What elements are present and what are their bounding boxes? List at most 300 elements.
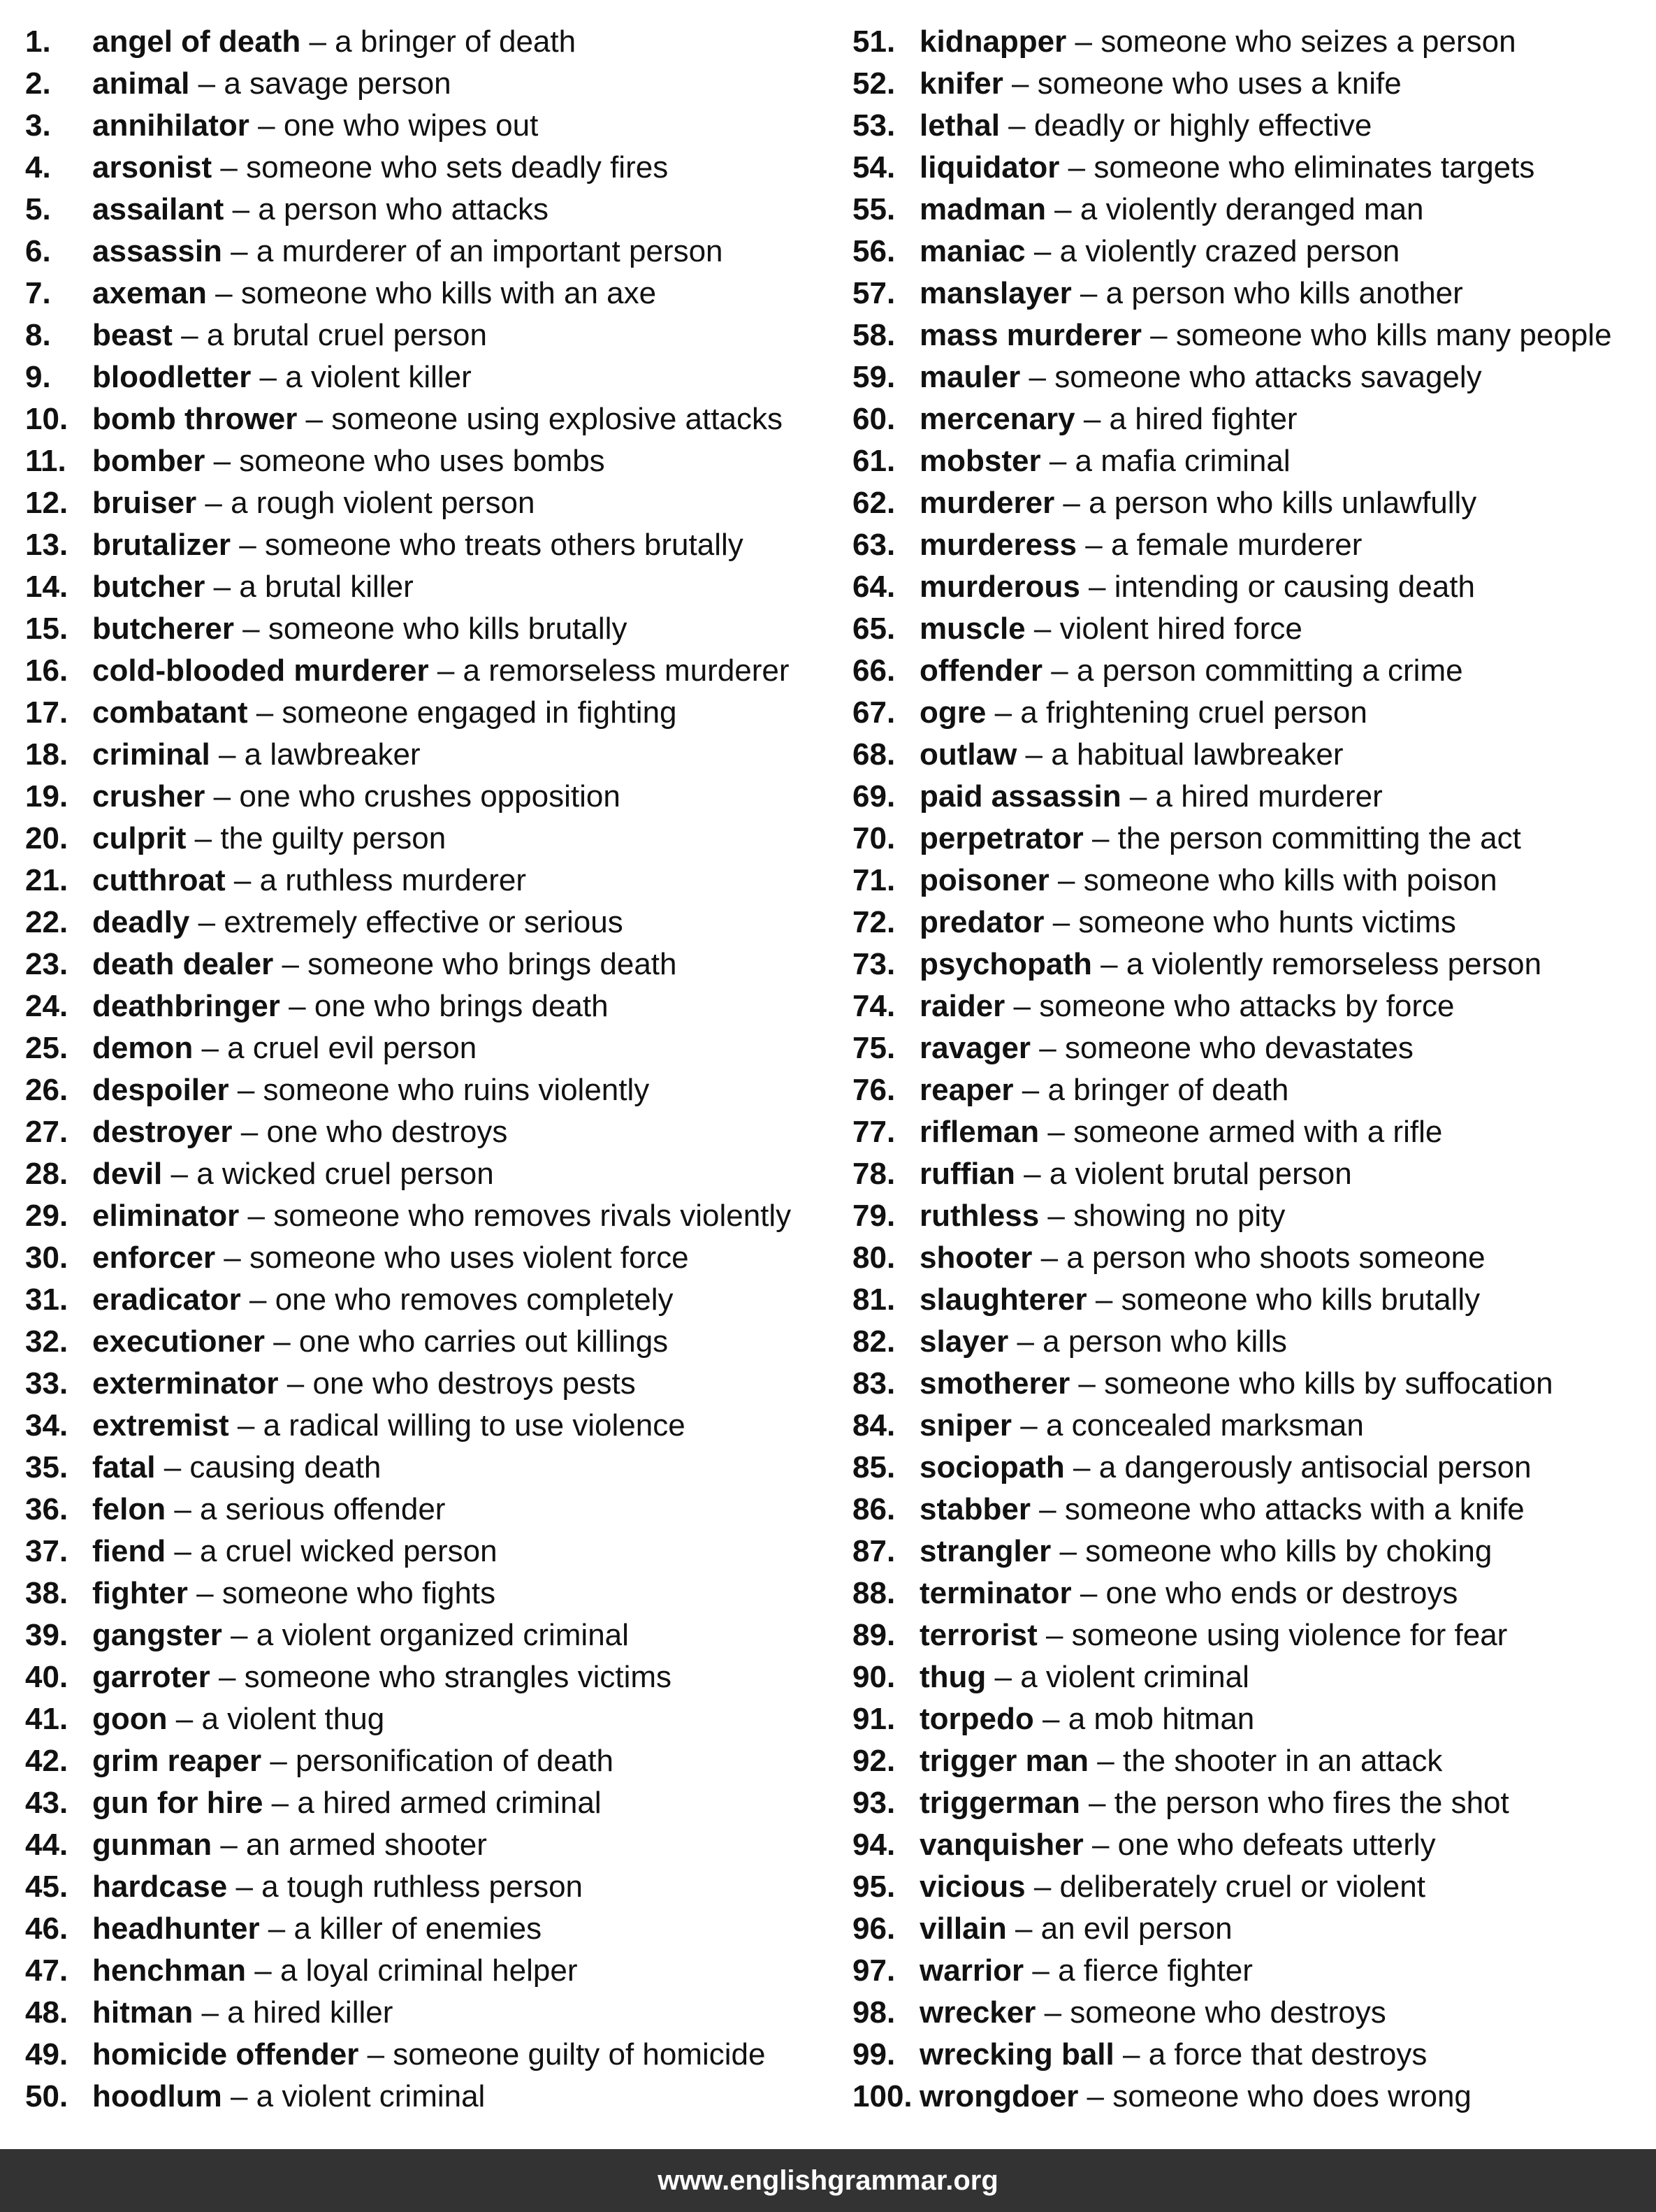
entry-number: 32. xyxy=(25,1324,68,1359)
entry-separator: – xyxy=(1045,192,1080,226)
entry-term: vicious xyxy=(920,1870,1026,1904)
entry-definition: someone who removes rivals violently xyxy=(273,1199,792,1233)
entry-definition: deadly or highly effective xyxy=(1033,108,1372,143)
entry-separator: – xyxy=(1070,1366,1105,1401)
entry-term: lethal xyxy=(920,108,1000,143)
entry-separator: – xyxy=(155,1450,190,1484)
entry-term: ogre xyxy=(920,695,987,730)
entry-number: 36. xyxy=(25,1492,68,1526)
entry-number: 86. xyxy=(852,1492,896,1526)
list-item xyxy=(852,482,1656,524)
entry-term: gun for hire xyxy=(92,1786,263,1820)
entry-separator: – xyxy=(986,1660,1021,1694)
entry-number: 20. xyxy=(25,821,68,855)
entry-number: 85. xyxy=(852,1450,896,1484)
list-item xyxy=(852,1824,1656,1866)
entry-term: muscle xyxy=(920,612,1026,646)
entry-term: grim reaper xyxy=(92,1744,262,1778)
entry-term: angel of death xyxy=(92,24,301,59)
entry-number: 93. xyxy=(852,1786,896,1820)
entry-separator: – xyxy=(1020,360,1055,394)
entry-separator: – xyxy=(1077,528,1111,562)
entry-definition: a person who shoots someone xyxy=(1066,1241,1486,1275)
entry-separator: – xyxy=(231,528,265,562)
list-item xyxy=(852,398,1656,440)
entry-number: 92. xyxy=(852,1744,896,1778)
entry-separator: – xyxy=(1006,1911,1041,1946)
list-item xyxy=(852,231,1656,273)
list-item xyxy=(25,1069,829,1111)
entry-number: 2. xyxy=(25,66,51,101)
entry-term: strangler xyxy=(920,1534,1052,1568)
entry-separator: – xyxy=(273,947,308,981)
entry-term: sociopath xyxy=(920,1450,1065,1484)
entry-separator: – xyxy=(1030,1492,1065,1526)
entry-number: 90. xyxy=(852,1660,896,1694)
entry-definition: a dangerously antisocial person xyxy=(1098,1450,1532,1484)
entry-separator: – xyxy=(166,1534,201,1568)
entry-number: 25. xyxy=(25,1031,68,1065)
entry-number: 3. xyxy=(25,108,51,143)
entry-number: 29. xyxy=(25,1199,68,1233)
entry-number: 16. xyxy=(25,653,68,688)
entry-term: torpedo xyxy=(920,1702,1034,1736)
entry-term: deadly xyxy=(92,905,190,939)
entry-number: 31. xyxy=(25,1282,68,1317)
entry-term: fighter xyxy=(92,1576,188,1610)
entry-number: 5. xyxy=(25,192,51,226)
entry-number: 39. xyxy=(25,1618,68,1652)
list-item xyxy=(852,1321,1656,1363)
entry-number: 8. xyxy=(25,318,51,352)
entry-separator: – xyxy=(251,360,286,394)
entry-number: 97. xyxy=(852,1953,896,1988)
entry-number: 15. xyxy=(25,612,68,646)
entry-definition: someone who sets deadly fires xyxy=(246,150,669,185)
list-item xyxy=(25,63,829,105)
entry-separator: – xyxy=(1031,1031,1065,1065)
entry-number: 21. xyxy=(25,863,68,897)
entry-number: 30. xyxy=(25,1241,68,1275)
list-item xyxy=(25,776,829,818)
entry-number: 28. xyxy=(25,1157,68,1191)
entry-separator: – xyxy=(212,1828,247,1862)
entry-definition: someone who uses violent force xyxy=(249,1241,689,1275)
entry-separator: – xyxy=(167,1702,202,1736)
entry-number: 4. xyxy=(25,150,51,185)
list-item xyxy=(25,273,829,315)
entry-definition: a hired armed criminal xyxy=(297,1786,602,1820)
entry-separator: – xyxy=(166,1492,201,1526)
entry-definition: a killer of enemies xyxy=(293,1911,542,1946)
entry-definition: someone who destroys xyxy=(1070,1995,1386,2030)
entry-definition: a murderer of an important person xyxy=(256,234,723,268)
entry-number: 62. xyxy=(852,486,896,520)
list-item xyxy=(25,2076,829,2118)
entry-number: 23. xyxy=(25,947,68,981)
entry-separator: – xyxy=(261,1744,296,1778)
entry-definition: showing no pity xyxy=(1073,1199,1286,1233)
list-item xyxy=(852,356,1656,398)
entry-number: 17. xyxy=(25,695,68,730)
entry-number: 78. xyxy=(852,1157,896,1191)
entry-separator: – xyxy=(1080,1786,1114,1820)
entry-term: vanquisher xyxy=(920,1828,1084,1862)
entry-definition: a violent criminal xyxy=(256,2079,486,2113)
entry-term: bomber xyxy=(92,444,205,478)
entry-separator: – xyxy=(228,1073,263,1107)
entry-term: despoiler xyxy=(92,1073,229,1107)
list-item xyxy=(25,650,829,692)
entry-separator: – xyxy=(986,695,1021,730)
entry-term: liquidator xyxy=(920,150,1060,185)
entry-term: ruthless xyxy=(920,1199,1040,1233)
entry-separator: – xyxy=(162,1157,197,1191)
entry-term: raider xyxy=(920,989,1005,1023)
entry-separator: – xyxy=(1071,1576,1106,1610)
entry-separator: – xyxy=(1141,318,1176,352)
entry-number: 64. xyxy=(852,570,896,604)
list-item xyxy=(25,1279,829,1321)
entry-term: fiend xyxy=(92,1534,166,1568)
list-item xyxy=(25,1866,829,1908)
entry-definition: a savage person xyxy=(224,66,451,101)
entry-separator: – xyxy=(1040,444,1075,478)
list-item xyxy=(852,1111,1656,1153)
entry-definition: a violent brutal person xyxy=(1049,1157,1352,1191)
list-item xyxy=(852,1195,1656,1237)
entry-separator: – xyxy=(1066,24,1101,59)
entry-definition: an evil person xyxy=(1040,1911,1233,1946)
list-item xyxy=(852,776,1656,818)
entry-term: stabber xyxy=(920,1492,1031,1526)
entry-number: 55. xyxy=(852,192,896,226)
entry-definition: a frightening cruel person xyxy=(1020,695,1367,730)
entry-definition: a bringer of death xyxy=(335,24,576,59)
entry-definition: one who destroys xyxy=(266,1115,508,1149)
entry-number: 6. xyxy=(25,234,51,268)
entry-term: combatant xyxy=(92,695,248,730)
list-item xyxy=(25,482,829,524)
entry-separator: – xyxy=(1039,1115,1074,1149)
entry-number: 79. xyxy=(852,1199,896,1233)
list-item xyxy=(25,1489,829,1531)
entry-term: hitman xyxy=(92,1995,194,2030)
entry-definition: a violently crazed person xyxy=(1059,234,1400,268)
entry-number: 66. xyxy=(852,653,896,688)
entry-number: 63. xyxy=(852,528,896,562)
entry-definition: a wicked cruel person xyxy=(196,1157,494,1191)
entry-definition: someone who fights xyxy=(221,1576,496,1610)
entry-separator: – xyxy=(187,1576,222,1610)
list-item xyxy=(852,1782,1656,1824)
list-item xyxy=(25,1656,829,1698)
entry-term: ruffian xyxy=(920,1157,1015,1191)
entry-number: 18. xyxy=(25,737,68,772)
list-item xyxy=(25,944,829,985)
entry-term: thug xyxy=(920,1660,987,1694)
entry-separator: – xyxy=(1078,2079,1113,2113)
list-item xyxy=(852,1069,1656,1111)
list-item xyxy=(25,818,829,860)
entry-separator: – xyxy=(1089,1744,1123,1778)
entry-term: terminator xyxy=(920,1576,1072,1610)
entry-separator: – xyxy=(239,1199,274,1233)
entry-separator: – xyxy=(1013,1073,1048,1107)
entry-separator: – xyxy=(297,402,332,436)
entry-number: 42. xyxy=(25,1744,68,1778)
list-item xyxy=(25,902,829,944)
list-item xyxy=(852,1698,1656,1740)
entry-term: criminal xyxy=(92,737,210,772)
entry-separator: – xyxy=(1054,486,1089,520)
entry-separator: – xyxy=(215,1241,249,1275)
entry-definition: someone armed with a rifle xyxy=(1073,1115,1443,1149)
entry-term: eradicator xyxy=(92,1282,241,1317)
entry-term: bruiser xyxy=(92,486,197,520)
entry-term: executioner xyxy=(92,1324,265,1359)
entry-term: wrongdoer xyxy=(920,2079,1079,2113)
entry-term: hardcase xyxy=(92,1870,228,1904)
entry-definition: someone who seizes a person xyxy=(1101,24,1516,59)
entry-definition: personification of death xyxy=(296,1744,614,1778)
entry-term: exterminator xyxy=(92,1366,279,1401)
entry-separator: – xyxy=(193,1995,228,2030)
list-item xyxy=(25,860,829,902)
entry-number: 87. xyxy=(852,1534,896,1568)
list-item xyxy=(25,985,829,1027)
list-item xyxy=(852,650,1656,692)
entry-separator: – xyxy=(246,1953,280,1988)
entry-definition: someone who attacks savagely xyxy=(1054,360,1482,394)
list-item xyxy=(25,1237,829,1279)
entry-definition: a habitual lawbreaker xyxy=(1051,737,1344,772)
word-list-right-column xyxy=(852,21,1656,2118)
list-item xyxy=(852,1866,1656,1908)
entry-separator: – xyxy=(1017,737,1052,772)
entry-separator: – xyxy=(1008,1324,1043,1359)
entry-term: enforcer xyxy=(92,1241,216,1275)
entry-separator: – xyxy=(1049,863,1084,897)
entry-separator: – xyxy=(1033,1702,1068,1736)
entry-term: shooter xyxy=(920,1241,1033,1275)
entry-separator: – xyxy=(1037,1618,1072,1652)
entry-number: 54. xyxy=(852,150,896,185)
entry-number: 11. xyxy=(25,444,66,478)
entry-separator: – xyxy=(1083,1828,1118,1862)
list-item xyxy=(852,1447,1656,1489)
entry-term: slayer xyxy=(920,1324,1009,1359)
list-item xyxy=(852,1363,1656,1405)
entry-term: assailant xyxy=(92,192,224,226)
list-item xyxy=(852,1614,1656,1656)
entry-definition: someone who kills brutally xyxy=(1121,1282,1481,1317)
list-item xyxy=(852,63,1656,105)
entry-definition: someone who uses bombs xyxy=(239,444,605,478)
entry-definition: a serious offender xyxy=(200,1492,446,1526)
list-item xyxy=(852,2076,1656,2118)
entry-number: 98. xyxy=(852,1995,896,2030)
entry-separator: – xyxy=(264,1324,299,1359)
entry-definition: a remorseless murderer xyxy=(463,653,790,688)
entry-term: annihilator xyxy=(92,108,249,143)
list-item xyxy=(852,566,1656,608)
entry-separator: – xyxy=(1015,1157,1049,1191)
entry-term: mauler xyxy=(920,360,1021,394)
list-item xyxy=(25,1195,829,1237)
entry-definition: deliberately cruel or violent xyxy=(1059,1870,1425,1904)
list-item xyxy=(852,1992,1656,2034)
entry-separator: – xyxy=(358,2037,393,2072)
entry-definition: a loyal criminal helper xyxy=(279,1953,578,1988)
entry-definition: intending or causing death xyxy=(1114,570,1475,604)
entry-number: 73. xyxy=(852,947,896,981)
entry-number: 51. xyxy=(852,24,896,59)
list-item xyxy=(852,818,1656,860)
entry-term: trigger man xyxy=(920,1744,1089,1778)
list-item xyxy=(25,1363,829,1405)
entry-number: 69. xyxy=(852,779,896,814)
entry-definition: someone who treats others brutally xyxy=(264,528,743,562)
entry-number: 33. xyxy=(25,1366,68,1401)
entry-separator: – xyxy=(228,1408,263,1443)
entry-separator: – xyxy=(1091,947,1126,981)
entry-separator: – xyxy=(210,1660,245,1694)
entry-definition: a violently deranged man xyxy=(1080,192,1424,226)
entry-definition: a hired fighter xyxy=(1109,402,1298,436)
entry-term: outlaw xyxy=(920,737,1017,772)
entry-separator: – xyxy=(240,1282,275,1317)
entry-term: felon xyxy=(92,1492,166,1526)
entry-definition: a person who kills xyxy=(1043,1324,1287,1359)
entry-separator: – xyxy=(263,1786,298,1820)
list-item xyxy=(25,2034,829,2076)
entry-definition: a fierce fighter xyxy=(1058,1953,1253,1988)
word-list-left-column xyxy=(25,21,829,2118)
list-item xyxy=(852,1573,1656,1614)
entry-separator: – xyxy=(1003,66,1038,101)
entry-number: 24. xyxy=(25,989,68,1023)
entry-definition: the shooter in an attack xyxy=(1122,1744,1443,1778)
entry-number: 80. xyxy=(852,1241,896,1275)
entry-definition: someone guilty of homicide xyxy=(393,2037,766,2072)
entry-definition: someone who does wrong xyxy=(1112,2079,1472,2113)
entry-term: homicide offender xyxy=(92,2037,359,2072)
list-item xyxy=(25,524,829,566)
entry-definition: someone who kills with an axe xyxy=(240,276,657,310)
entry-number: 46. xyxy=(25,1911,68,1946)
entry-separator: – xyxy=(1025,612,1060,646)
entry-term: goon xyxy=(92,1702,168,1736)
entry-definition: one who brings death xyxy=(314,989,609,1023)
list-item xyxy=(852,1027,1656,1069)
entry-separator: – xyxy=(1064,1450,1099,1484)
entry-term: bloodletter xyxy=(92,360,252,394)
list-item xyxy=(25,21,829,63)
entry-number: 53. xyxy=(852,108,896,143)
list-item xyxy=(25,1614,829,1656)
entry-separator: – xyxy=(189,66,224,101)
entry-definition: extremely effective or serious xyxy=(224,905,623,939)
list-item xyxy=(25,1908,829,1950)
list-item xyxy=(852,985,1656,1027)
entry-number: 40. xyxy=(25,1660,68,1694)
list-item xyxy=(852,1237,1656,1279)
entry-number: 27. xyxy=(25,1115,68,1149)
entry-number: 76. xyxy=(852,1073,896,1107)
entry-separator: – xyxy=(1032,1241,1067,1275)
entry-separator: – xyxy=(225,863,260,897)
entry-term: cold-blooded murderer xyxy=(92,653,429,688)
entry-definition: a person who kills another xyxy=(1105,276,1463,310)
footer-bar xyxy=(0,2149,1656,2212)
list-item xyxy=(25,440,829,482)
entry-definition: a brutal cruel person xyxy=(206,318,487,352)
entry-separator: – xyxy=(1043,653,1077,688)
entry-separator: – xyxy=(186,821,221,855)
list-item xyxy=(25,356,829,398)
entry-term: devil xyxy=(92,1157,163,1191)
entry-term: manslayer xyxy=(920,276,1072,310)
list-item xyxy=(25,1740,829,1782)
entry-number: 47. xyxy=(25,1953,68,1988)
entry-separator: – xyxy=(212,150,247,185)
list-item xyxy=(852,524,1656,566)
entry-term: madman xyxy=(920,192,1046,226)
entry-definition: violent hired force xyxy=(1059,612,1302,646)
entry-separator: – xyxy=(232,1115,267,1149)
entry-definition: someone who kills by choking xyxy=(1085,1534,1492,1568)
entry-definition: someone who kills with poison xyxy=(1083,863,1497,897)
entry-definition: a brutal killer xyxy=(239,570,414,604)
entry-term: wrecker xyxy=(920,1995,1036,2030)
entry-separator: – xyxy=(1083,821,1118,855)
entry-term: death dealer xyxy=(92,947,274,981)
entry-separator: – xyxy=(196,486,231,520)
entry-separator: – xyxy=(221,234,256,268)
list-item xyxy=(25,1405,829,1447)
entry-separator: – xyxy=(1087,1282,1121,1317)
entry-definition: a force that destroys xyxy=(1148,2037,1428,2072)
entry-term: psychopath xyxy=(920,947,1092,981)
list-item xyxy=(25,1531,829,1573)
list-item xyxy=(25,608,829,650)
entry-separator: – xyxy=(1005,989,1040,1023)
entry-definition: a violent organized criminal xyxy=(256,1618,629,1652)
entry-number: 72. xyxy=(852,905,896,939)
list-item xyxy=(25,1153,829,1195)
entry-term: beast xyxy=(92,318,173,352)
entry-separator: – xyxy=(247,695,282,730)
entry-term: maniac xyxy=(920,234,1026,268)
entry-definition: someone who attacks by force xyxy=(1039,989,1455,1023)
entry-separator: – xyxy=(172,318,207,352)
entry-definition: a concealed marksman xyxy=(1045,1408,1364,1443)
entry-number: 58. xyxy=(852,318,896,352)
list-item xyxy=(25,1824,829,1866)
entry-term: mercenary xyxy=(920,402,1075,436)
entry-number: 45. xyxy=(25,1870,68,1904)
list-item xyxy=(852,692,1656,734)
list-item xyxy=(852,1153,1656,1195)
entry-term: mass murderer xyxy=(920,318,1142,352)
entry-term: deathbringer xyxy=(92,989,280,1023)
entry-definition: someone who ruins violently xyxy=(263,1073,650,1107)
entry-number: 96. xyxy=(852,1911,896,1946)
list-item xyxy=(852,1656,1656,1698)
entry-number: 65. xyxy=(852,612,896,646)
list-item xyxy=(852,315,1656,356)
